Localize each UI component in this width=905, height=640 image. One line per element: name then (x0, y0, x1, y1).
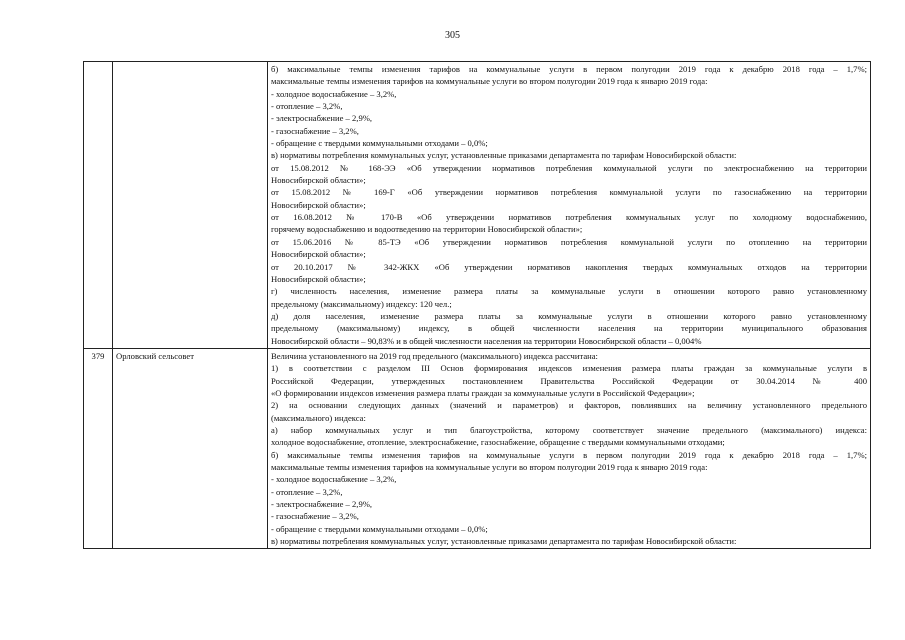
text-line: от 15.08.2012 № 169-Г «Об утверждении нормативов потребления коммунальной услуги по газоснабжению на территории (271, 187, 867, 198)
text-line: б) максимальные темпы изменения тарифов на коммунальные услуги в первом полугодии 2019 года к декабрю 2018 года – 1,7%; (271, 449, 867, 460)
text-line: Новосибирской области»; (271, 199, 366, 210)
text-line: г) численность населения, изменение размера платы за коммунальные услуги в отношении которого равно установленному (271, 286, 867, 297)
calculation-text (268, 62, 871, 349)
text-line: Новосибирской области»; (271, 273, 366, 284)
text-line: - обращение с твердыми коммунальными отходами – 0,0%; (271, 138, 488, 149)
text-line: Российской Федерации, утвержденных постановлением Правительства Российской Федерации от 30.04.2014 № 400 (271, 375, 867, 386)
text-line: предельному (максимальному) индексу: 120 чел.; (271, 298, 452, 309)
text-line: 2) на основании следующих данных (значений и параметров) и факторов, повлиявших на величину установленного предельного (271, 400, 867, 411)
text-line: д) доля населения, изменение размера платы за коммунальные услуги в отношении которого равно установленному (271, 310, 867, 321)
text-line: - обращение с твердыми коммунальными отходами – 0,0%; (271, 523, 488, 534)
text-line: а) набор коммунальных услуг и тип благоустройства, которому соответствует значение предельного (максимального) индекса: (271, 424, 867, 435)
text-line: Новосибирской области»; (271, 175, 366, 186)
text-line: максимальные темпы изменения тарифов на коммунальные услуги во втором полугодии 2019 года к январю 2019 года: (271, 76, 708, 87)
text-line: - электроснабжение – 2,9%, (271, 113, 373, 124)
text-line: Новосибирской области – 90,83% и в общей численности населения на территории Новосибирской области – 0,004% (271, 335, 702, 346)
text-line: (максимального) индекса: (271, 412, 366, 423)
text-line: холодное водоснабжение, отопление, электроснабжение, газоснабжение, обращение с твердыми коммунальными отходами; (271, 437, 725, 448)
text-line: 1) в соответствии с разделом III Основ формирования индексов изменения размера платы граждан за коммунальные услуги в (271, 363, 867, 374)
text-line: - холодное водоснабжение – 3,2%, (271, 474, 397, 485)
text-line: - отопление – 3,2%, (271, 486, 343, 497)
table-row (84, 348, 871, 549)
text-line: от 15.06.2016 № 85-ТЭ «Об утверждении нормативов потребления коммунальной услуги по отоплению на территории (271, 236, 867, 247)
text-line: в) нормативы потребления коммунальных услуг, установленные приказами департамента по тарифам Новосибирской области: (271, 150, 737, 161)
text-line: предельному (максимальному) индексу, в общей численности населения на территории муниципального образования (271, 323, 867, 334)
text-line: - холодное водоснабжение – 3,2%, (271, 88, 397, 99)
municipality-name (113, 62, 268, 349)
page-number: 305 (445, 30, 460, 41)
text-line: - электроснабжение – 2,9%, (271, 499, 373, 510)
index-table (83, 61, 871, 549)
row-number: 379 (84, 348, 113, 549)
text-line: Новосибирской области»; (271, 249, 366, 260)
text-line: - газоснабжение – 3,2%, (271, 511, 359, 522)
text-line: в) нормативы потребления коммунальных услуг, установленные приказами департамента по тарифам Новосибирской области: (271, 536, 737, 547)
text-line: максимальные темпы изменения тарифов на коммунальные услуги во втором полугодии 2019 года к январю 2019 года: (271, 462, 708, 472)
text-line: б) максимальные темпы изменения тарифов на коммунальные услуги в первом полугодии 2019 года к декабрю 2018 года – 1,7%; (271, 64, 867, 74)
text-line: - газоснабжение – 3,2%, (271, 125, 359, 136)
text-line: от 16.08.2012 № 170-В «Об утверждении нормативов потребления коммунальных услуг по холодному водоснабжению, (271, 212, 867, 223)
calculation-text (268, 348, 871, 549)
table-row (84, 62, 871, 349)
text-line: от 15.08.2012 № 168-ЭЭ «Об утверждении нормативов потребления коммунальной услуги по электроснабжению на территории (271, 162, 867, 173)
text-line: от 20.10.2017 № 342-ЖКХ «Об утверждении нормативов накопления твердых коммунальных отходов на территории (271, 261, 867, 272)
text-line: горячему водоснабжению и водоотведению на территории Новосибирской области»; (271, 224, 583, 235)
text-line: - отопление – 3,2%, (271, 101, 343, 112)
municipality-name: Орловский сельсовет (113, 348, 268, 549)
row-number (84, 62, 113, 349)
text-line: «О формировании индексов изменения размера платы граждан за коммунальные услуги в Российской Федерации»; (271, 387, 695, 398)
text-line: Величина установленного на 2019 год предельного (максимального) индекса рассчитана: (271, 350, 598, 361)
